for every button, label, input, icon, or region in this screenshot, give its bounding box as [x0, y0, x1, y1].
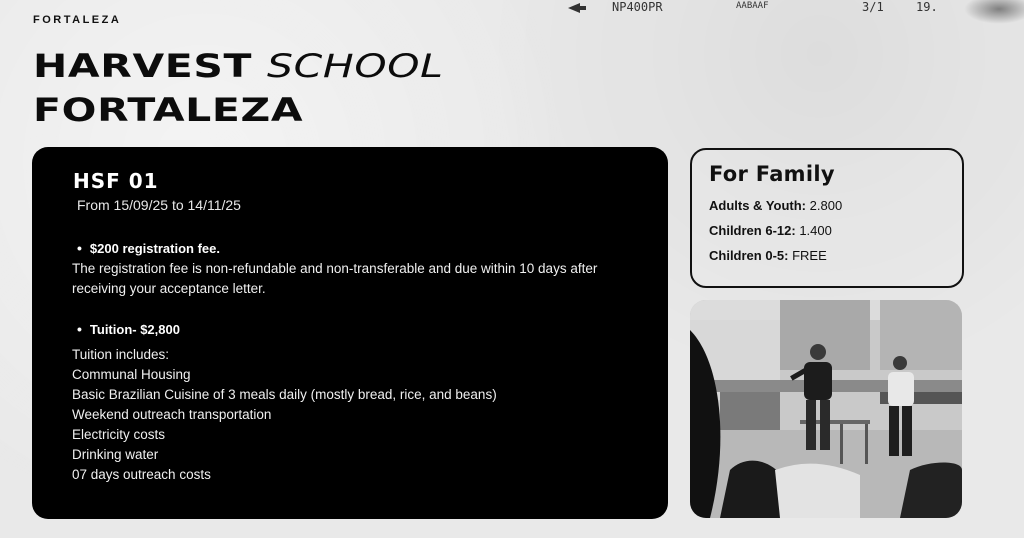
list-item: Drinking water: [72, 447, 159, 462]
list-item: 07 days outreach costs: [72, 467, 211, 482]
registration-fee-bullet: • $200 registration fee.: [77, 240, 220, 256]
registration-fee-description: The registration fee is non-refundable and non-transferable and due within 10 days after receiving your acceptance letter.: [72, 261, 598, 296]
corner-smudge: [964, 0, 1024, 24]
arrow-tail: [578, 6, 586, 10]
price-row-children-6-12: [709, 223, 832, 238]
program-code: HSF 01: [73, 169, 159, 193]
title-harvest: HARVEST: [33, 47, 253, 85]
price-value: 1.400: [799, 223, 832, 238]
program-card: [32, 147, 668, 519]
strip-code: NP400PR: [612, 0, 663, 14]
program-dates: From 15/09/25 to 14/11/25: [77, 197, 241, 213]
strip-code: 19.: [916, 0, 938, 14]
tuition-includes-list: [72, 345, 497, 485]
strip-code: AABAAF: [736, 1, 769, 11]
price-label: Children 6-12:: [709, 223, 796, 238]
list-item: Basic Brazilian Cuisine of 3 meals daily (mostly bread, rice, and beans): [72, 387, 497, 402]
family-pricing-card: [690, 148, 964, 288]
list-item: Electricity costs: [72, 427, 166, 442]
photo-illustration: [690, 300, 962, 518]
page-title: [33, 44, 444, 132]
price-label: Children 0-5:: [709, 248, 789, 263]
strip-code: 3/1: [862, 0, 884, 14]
list-item: Communal Housing: [72, 367, 191, 382]
price-label: Adults & Youth:: [709, 198, 807, 213]
title-fortaleza: FORTALEZA: [33, 91, 304, 129]
title-school: SCHOOL: [267, 47, 444, 85]
tuition-bullet: • Tuition- $2,800: [77, 321, 180, 337]
brand-label: FORTALEZA: [33, 14, 122, 26]
price-row-children-0-5: [709, 248, 827, 263]
event-photo: [690, 300, 962, 518]
price-row-adults: [709, 198, 842, 213]
top-strip: [560, 0, 1024, 18]
list-item: Weekend outreach transportation: [72, 407, 272, 422]
family-title: For Family: [709, 162, 835, 186]
list-item: Tuition includes:: [72, 347, 170, 362]
price-value: 2.800: [809, 198, 843, 213]
price-value: FREE: [792, 248, 827, 263]
